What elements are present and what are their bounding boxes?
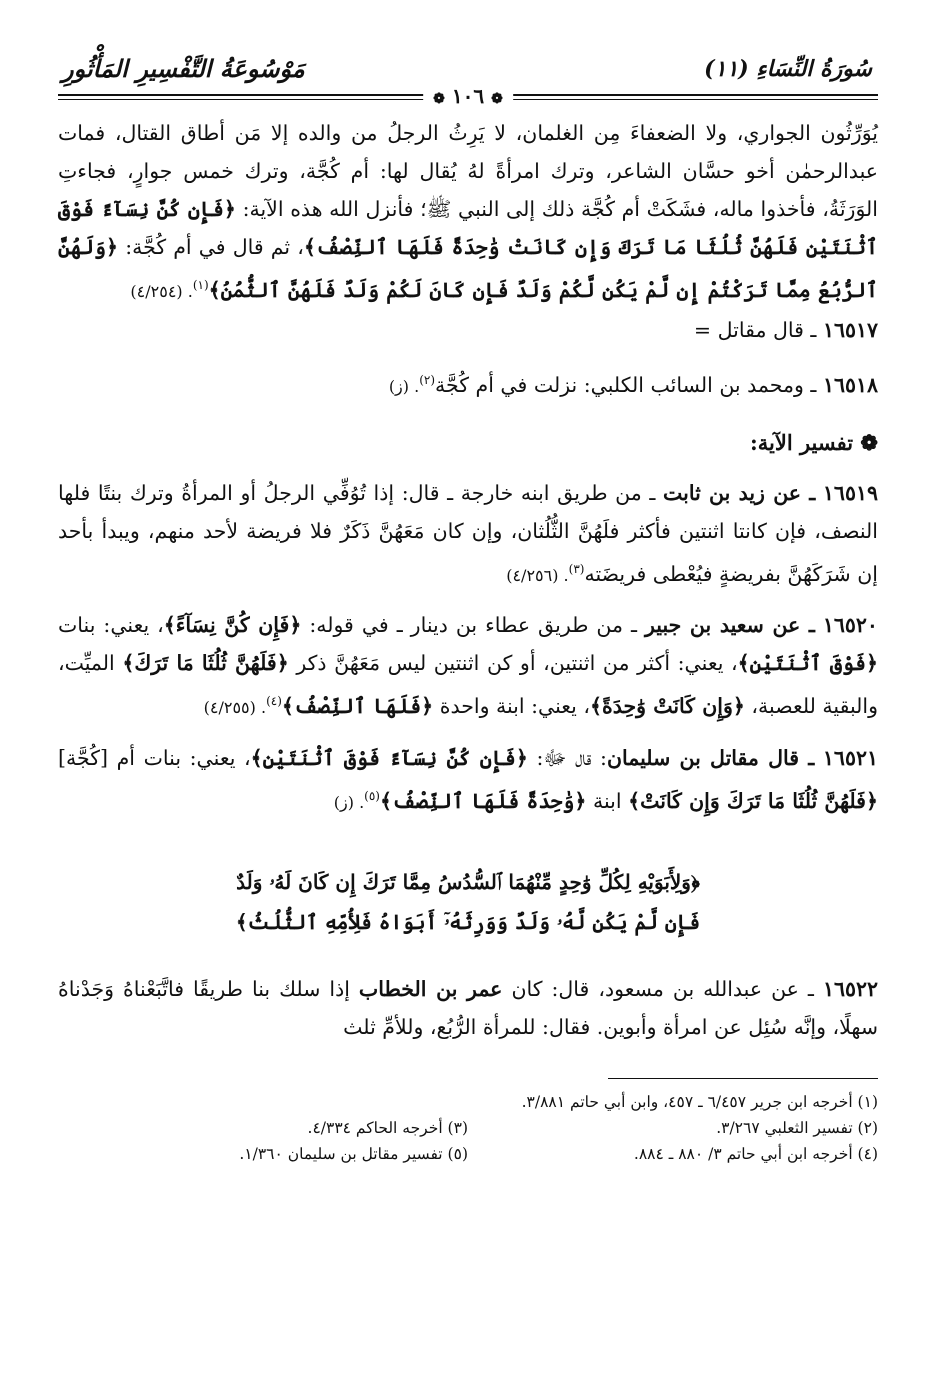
text: ـ قال مقاتل = — [693, 317, 817, 342]
volume-ref: . (٤/٢٥٦) — [506, 565, 569, 585]
footnote-marker: (١) — [192, 278, 209, 292]
paragraph — [58, 361, 878, 406]
page-number: ١٠٦ — [451, 84, 485, 108]
paragraph — [58, 474, 878, 595]
quran-quote: ﴿فَإِن كُنَّ نِسَآءً﴾ — [163, 613, 302, 638]
footnote-row — [58, 1141, 878, 1167]
quran-quote: ﴿فَلَهُنَّ ثُلُثَا مَا تَرَكَ وَإِن كَانَتْ﴾ — [628, 789, 878, 814]
narrator-name: ـ عن زيد بن ثابت — [663, 480, 816, 505]
verse-heading — [58, 862, 878, 942]
page-header — [58, 54, 878, 108]
text: يُوَرِّثُون الجواري، ولا الضعفاءَ مِن الغلمان، لا يَرِثُ الرجلُ من والده إلا مَن أطاق القتال، فمات عبدالرحمٰن أخو حسَّان الشاعر، وترك امرأةً لهُ يُقال لها: أم كُجَّة، وترك خمس جوارٍ، فجاءتِ الوَرَثَةُ، فأخذوا ماله، فشَكَتْ أم كُجَّة ذلك إلى النبي ﷺ؛ فأنزل الله هذه الآية: — [58, 121, 878, 221]
hadith-number: ١٦٥٢٠ — [822, 613, 878, 638]
paragraph — [58, 311, 878, 349]
quran-quote: ﴿وَٰحِدَةً فَلَهَا ٱلنِّصْفُ﴾ — [379, 789, 587, 814]
text: ـ من طريق ابنه خارجة ـ قال: إذا تُوُفِّي الرجلُ أو المرأةُ وترك بنتًا فلها النصف، فإن كانتا اثنتين فأكثر فلَهُنَّ الثُّلُثان، وإن كان مَعَهُنَّ ذَكَرٌ فلا فريضة لأحد منهم، ويبدأ بأحد إن شَرَكَهُنَّ بفريضةٍ فيُعْطى فريضَته — [58, 480, 878, 586]
volume-ref: . (ز) — [388, 376, 420, 396]
volume-ref: . (٤/٢٥٥) — [203, 698, 267, 718]
quran-quote: ﴿فَلَهَا ٱلنِّصْفُ﴾ — [281, 694, 434, 719]
text: ، يعني: بنات — [58, 613, 164, 638]
footnote: (٢) تفسير الثعلبي ٣/٢٦٧. — [716, 1119, 878, 1138]
ornament-icon: ❁ — [491, 91, 503, 107]
footnote: (١) أخرجه ابن جرير ٦/٤٥٧ ـ ٤٥٧، وابن أبي حاتم ٣/٨٨١. — [521, 1093, 878, 1112]
quran-quote: ﴿وَلَهُنَّ ٱلرُّبُعُ مِمَّا تَرَكْتُمْ إِن لَّمْ يَكُن لَّكُمْ وَلَدٌ فَإِن كَانَ لَكُمْ وَلَدٌ فَلَهُنَّ ٱلثُّمُنُ﴾ — [58, 235, 878, 302]
quran-quote: ﴿فَوْقَ ٱثْنَتَيْنِ﴾ — [737, 651, 878, 676]
quran-quote: ﴿فَلَهُنَّ ثُلُثَا مَا تَرَكَ﴾ — [122, 651, 289, 676]
text: ـ عن عبدالله بن مسعود، قال: كان — [511, 977, 814, 1002]
paragraph — [58, 606, 878, 727]
ornament-icon: ❁ — [433, 91, 445, 107]
hadith-number: ١٦٥٢١ — [822, 746, 878, 771]
text: ـ ومحمد بن السائب الكلبي: نزلت في أم كُجَّة — [435, 372, 817, 397]
text: ، يعني: أكثر من اثنتين، أو كن اثنتين ليس مَعَهُنَّ ذكر — [296, 651, 738, 676]
volume-ref: . (ز) — [333, 793, 365, 813]
quran-quote: ﴿وَإِن كَانَتْ وَٰحِدَةً﴾ — [590, 694, 745, 719]
verse-line: ﴿وَلِأَبَوَيْهِ لِكُلِّ وَٰحِدٍ مِّنْهُمَا ٱلسُّدُسُ مِمَّا تَرَكَ إِن كَانَ لَهُۥ وَلَدٌ — [236, 870, 700, 895]
hadith-number: ١٦٥١٨ — [822, 372, 878, 397]
paragraph — [58, 114, 878, 311]
volume-ref: . (٤/٢٥٤) — [130, 281, 193, 301]
footnote-marker: (٢) — [419, 372, 436, 387]
footnote-marker: (٣) — [568, 561, 585, 576]
text: الميِّت، والبقية للعصبة، — [58, 651, 878, 719]
footnote: (٣) أخرجه الحاكم ٤/٣٣٤. — [307, 1119, 468, 1138]
text: ـ من طريق عطاء بن دينار ـ في قوله: — [309, 613, 637, 638]
text: ، يعني: بنات أم [كُجَّة] — [58, 746, 251, 771]
footnote-marker: (٥) — [364, 789, 380, 804]
footnote: (٤) أخرجه ابن أبي حاتم ٣/ ٨٨٠ ـ ٨٨٤. — [633, 1145, 878, 1164]
footnote-marker: (٤) — [266, 694, 282, 709]
text: ، ثم قال في أم كُجَّة: — [125, 235, 304, 259]
paragraph — [58, 739, 878, 822]
section-heading: ❁ تفسير الآية: — [749, 429, 878, 455]
text: : قال ﷻ: — [536, 746, 607, 771]
narrator-name: عمر بن الخطاب — [358, 977, 503, 1002]
footnote-row — [58, 1115, 878, 1141]
footnote: (٥) تفسير مقاتل بن سليمان ١/٣٦٠. — [239, 1145, 468, 1164]
narrator-name: ـ عن سعيد بن جبير — [644, 613, 815, 638]
hadith-number: ١٦٥٢٢ — [822, 977, 878, 1002]
footnote-divider — [608, 1078, 878, 1079]
page-body — [58, 114, 878, 1046]
text: ابنة — [592, 789, 629, 814]
page-number-box — [423, 84, 513, 108]
paragraph — [58, 970, 878, 1046]
book-title: مَوْسُوعَةُ التَّفْسِيرِ المَأْثُورِ — [62, 54, 305, 83]
verse-line: فَإِن لَّمْ يَكُن لَّهُۥ وَلَدٌ وَوَرِثَهُۥٓ أَبَوَاهُ فَلِأُمِّهِ ٱلثُّلُثُ﴾ — [235, 910, 701, 935]
quran-quote: ﴿فَإِن كُنَّ نِسَآءً فَوْقَ ٱثْنَتَيْنِ فَلَهُنَّ ثُلُثَا مَا تَرَكَ وَإِن كَانَتْ وَٰحِدَةً فَلَهَا ٱلنِّصْفُ﴾ — [58, 197, 878, 259]
text: ، يعني: ابنة واحدة — [439, 694, 590, 719]
narrator-name: ـ قال مقاتل بن سليمان — [606, 746, 815, 771]
quran-quote: ﴿فَإِن كُنَّ نِسَآءً فَوْقَ ٱثْنَتَيْنِ﴾ — [250, 746, 528, 771]
page — [58, 54, 878, 1167]
hadith-number: ١٦٥١٧ — [822, 317, 878, 342]
footnotes — [58, 1089, 878, 1167]
text: إذا سلك بنا طريقًا فاتَّبَعْناهُ وَجَدْناهُ سهلًا، وإنَّه سُئِل عن امرأة وأبوين. فقال: للمرأة الرُّبُع، وللأمِّ ثلث — [58, 977, 878, 1040]
surah-title: سُورَةُ النِّسَاءِ (١١) — [704, 56, 872, 82]
hadith-number: ١٦٥١٩ — [822, 480, 878, 505]
